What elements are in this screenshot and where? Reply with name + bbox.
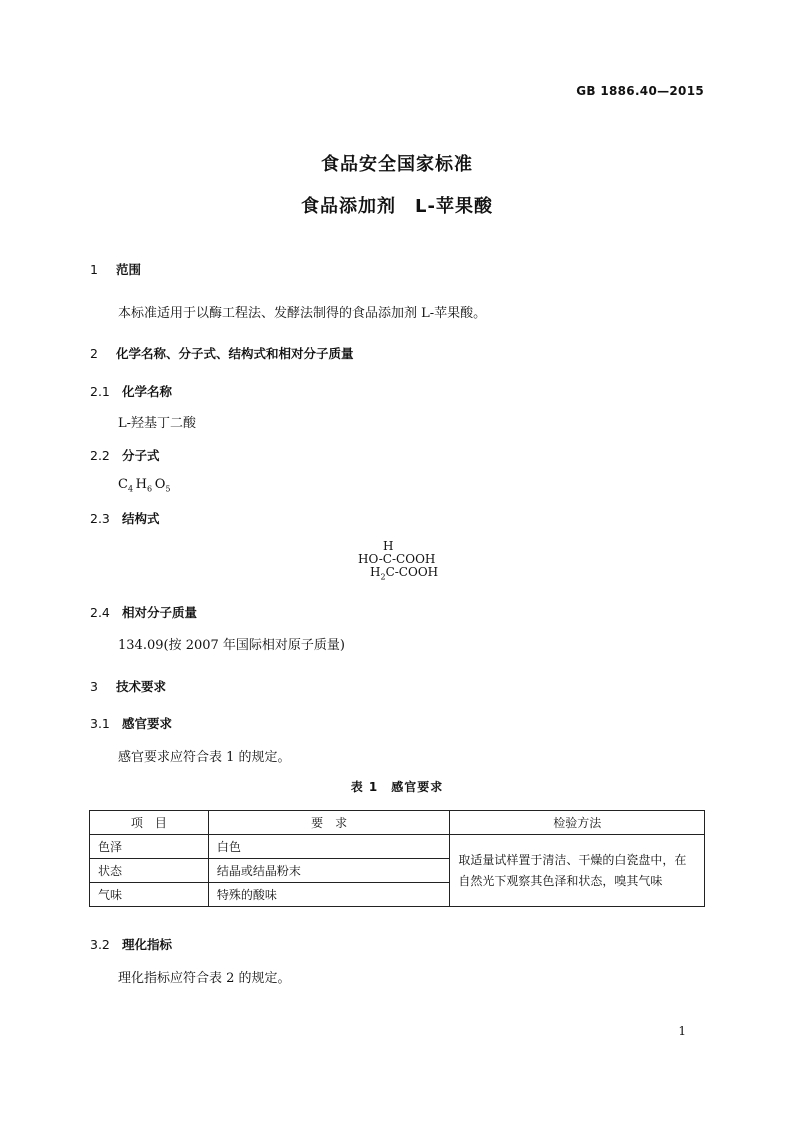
column-header: 要 求	[208, 811, 450, 835]
section-3-1-heading	[90, 714, 172, 732]
section-title: 理化指标	[122, 937, 173, 952]
section-number: 1	[90, 262, 98, 277]
section-2-heading	[90, 344, 354, 362]
section-2-1-heading	[90, 382, 172, 400]
section-title: 技术要求	[116, 679, 167, 694]
section-number: 3.1	[90, 716, 110, 731]
section-title: 相对分子质量	[122, 605, 198, 620]
section-2-3-heading	[90, 509, 160, 527]
section-title: 化学名称	[122, 384, 173, 399]
section-title: 感官要求	[122, 716, 173, 731]
method-cell: 取适量试样置于清洁、干燥的白瓷盘中，在自然光下观察其色泽和状态，嗅其气味	[450, 835, 705, 907]
section-number: 2.1	[90, 384, 110, 399]
document-subtitle: 食品添加剂 L-苹果酸	[301, 196, 493, 217]
section-title: 结构式	[122, 511, 160, 526]
table-header-row	[90, 811, 705, 835]
section-number: 2.4	[90, 605, 110, 620]
document-title: 食品安全国家标准	[321, 154, 473, 175]
section-number: 3.2	[90, 937, 110, 952]
molecular-mass: 134.09(按 2007 年国际相对原子质量)	[118, 638, 345, 653]
item-cell: 状态	[90, 859, 209, 883]
table-row	[90, 835, 705, 859]
section-1-text: 本标准适用于以酶工程法、发酵法制得的食品添加剂 L-苹果酸。	[118, 306, 487, 321]
section-title: 范围	[116, 262, 142, 277]
requirement-cell: 白色	[208, 835, 450, 859]
structure-line-2: HO-C-COOH	[358, 552, 436, 566]
column-header: 检验方法	[450, 811, 705, 835]
requirement-cell: 结晶或结晶粉末	[208, 859, 450, 883]
section-2-4-heading	[90, 603, 197, 621]
section-number: 2.2	[90, 448, 110, 463]
column-header: 项 目	[90, 811, 209, 835]
standard-number: GB 1886.40—2015	[576, 84, 704, 98]
requirement-cell: 特殊的酸味	[208, 883, 450, 907]
sensory-requirements-table	[89, 810, 705, 907]
section-title: 分子式	[122, 448, 160, 463]
section-3-1-text: 感官要求应符合表 1 的规定。	[118, 750, 291, 765]
section-number: 2	[90, 346, 98, 361]
molecular-formula: $C_4$ $H_6$ $O_5$	[118, 477, 171, 494]
section-1-heading	[90, 260, 141, 278]
section-3-2-heading	[90, 935, 172, 953]
section-title: 化学名称、分子式、结构式和相对分子质量	[116, 346, 354, 361]
structural-formula	[358, 540, 438, 583]
structure-line-1: H	[383, 539, 394, 553]
item-cell: 色泽	[90, 835, 209, 859]
item-cell: 气味	[90, 883, 209, 907]
section-2-2-heading	[90, 446, 160, 464]
section-number: 3	[90, 679, 98, 694]
section-number: 2.3	[90, 511, 110, 526]
section-3-heading	[90, 677, 166, 695]
table-caption: 表 1 感官要求	[350, 780, 444, 794]
structure-line-3: $H_2C$-COOH	[370, 565, 439, 582]
page-number: 1	[678, 1024, 686, 1038]
chemical-name: L-羟基丁二酸	[118, 416, 197, 431]
section-3-2-text: 理化指标应符合表 2 的规定。	[118, 971, 291, 986]
